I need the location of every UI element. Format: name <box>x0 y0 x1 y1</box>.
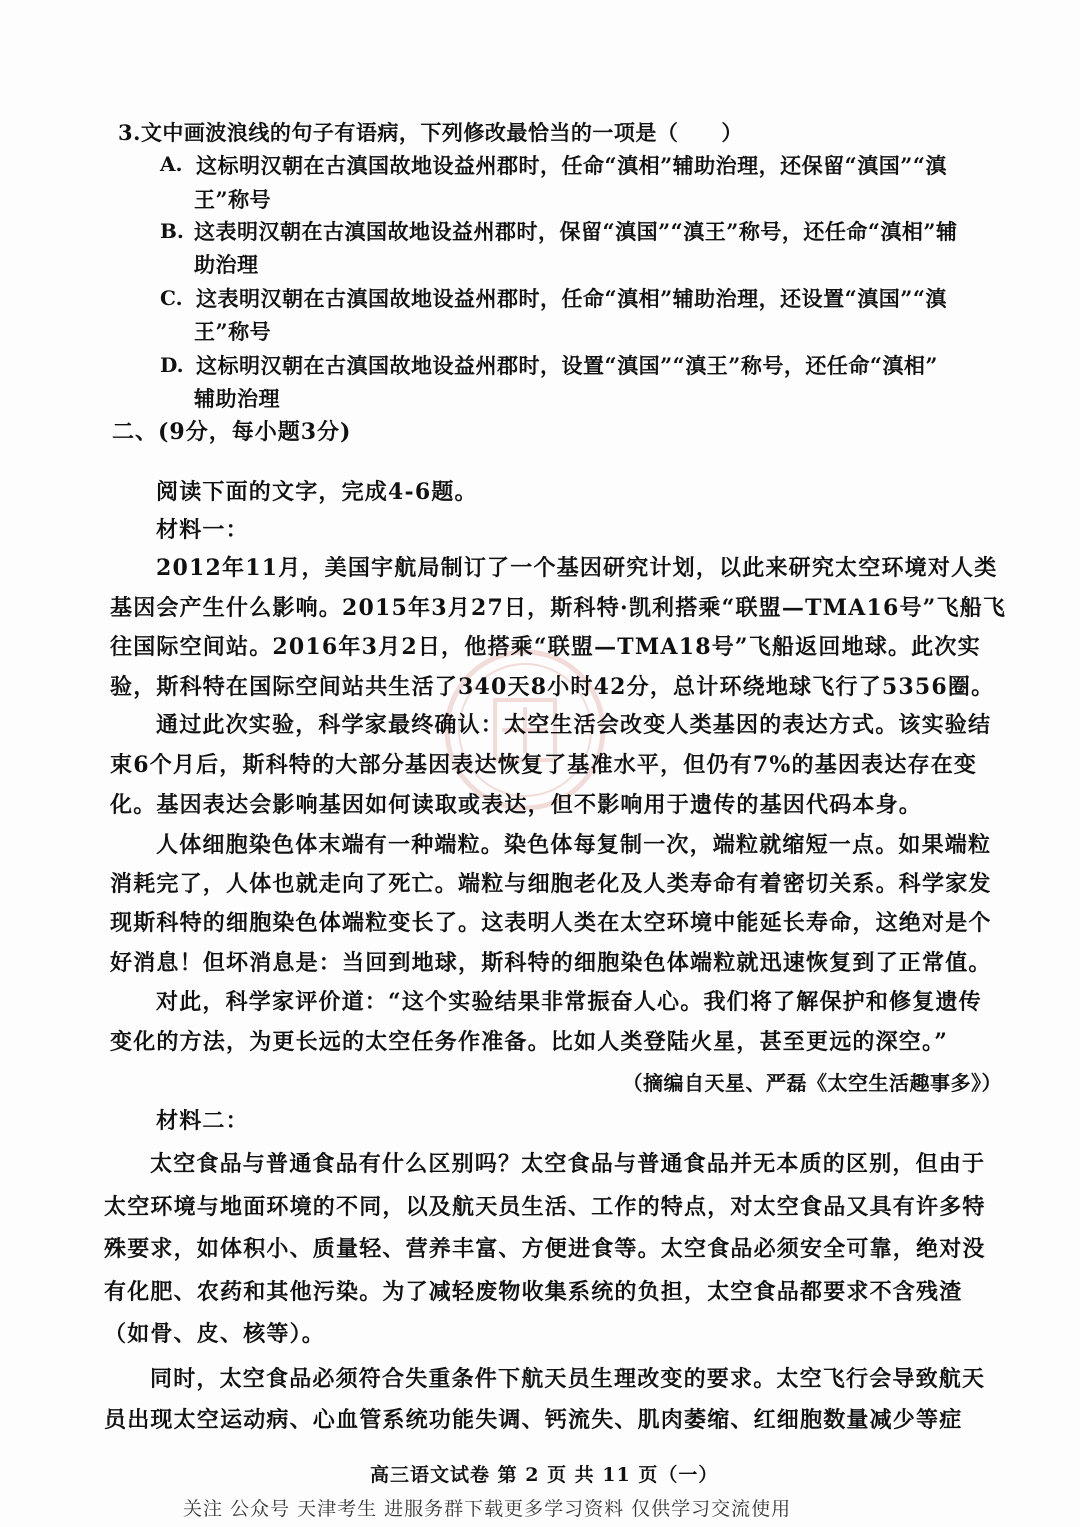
material-1-line: 人体细胞染色体末端有一种端粒。染色体每复制一次，端粒就缩短一点。如果端粒 <box>156 832 992 858</box>
option-d-letter: D. <box>160 353 184 377</box>
material-1-line: 化。基因表达会影响基因如何读取或表达，但不影响用于遗传的基因代码本身。 <box>110 792 923 818</box>
material-2-line: 有化肥、农药和其他污染。为了减轻废物收集系统的负担，太空食品都要求不含残渣 <box>104 1279 963 1305</box>
material-1-line: 通过此次实验，科学家最终确认：太空生活会改变人类基因的表达方式。该实验结 <box>156 712 992 738</box>
option-d-text: 这标明汉朝在古滇国故地设益州郡时，设置“滇国”“滇王”称号，还任命“滇相” <box>196 353 938 378</box>
option-b-text-cont: 助治理 <box>194 252 259 277</box>
option-d-text-cont: 辅助治理 <box>194 386 280 411</box>
material-1-source: （摘编自天星、严磊《太空生活趣事多》） <box>622 1071 1002 1095</box>
material-1-line: 束6个月后，斯科特的大部分基因表达恢复了基准水平，但仍有7%的基因表达存在变 <box>110 752 978 778</box>
section-2-heading: 二、(9分，每小题3分) <box>112 419 352 445</box>
wechat-notice-footer: 关注 公众号 天津考生 进服务群下载更多学习资料 仅供学习交流使用 <box>183 1498 792 1520</box>
option-a-text: 这标明汉朝在古滇国故地设益州郡时，任命“滇相”辅助治理，还保留“滇国”“滇 <box>196 153 947 178</box>
question-3-stem: 3.文中画波浪线的句子有语病，下列修改最恰当的一项是（ ） <box>118 120 743 145</box>
option-c-letter: C. <box>160 286 183 310</box>
option-a-text-cont: 王”称号 <box>194 187 272 212</box>
material-1-line: 对此，科学家评价道：“这个实验结果非常振奋人心。我们将了解保护和修复遗传 <box>156 989 982 1015</box>
material-1-line: 往国际空间站。2016年3月2日，他搭乘“联盟—TMA18号”飞船返回地球。此次实 <box>110 634 981 660</box>
material-1-line: 基因会产生什么影响。2015年3月27日，斯科特·凯利搭乘“联盟—TMA16号”飞船飞 <box>110 595 1007 621</box>
material-1-line: 现斯科特的细胞染色体端粒变长了。这表明人类在太空环境中能延长寿命，这绝对是个 <box>110 910 992 936</box>
option-c-text: 这表明汉朝在古滇国故地设益州郡时，任命“滇相”辅助治理，还设置“滇国”“滇 <box>196 286 947 311</box>
material-2-line: 太空食品与普通食品有什么区别吗？太空食品与普通食品并无本质的区别，但由于 <box>150 1151 986 1177</box>
reading-instruction: 阅读下面的文字，完成4-6题。 <box>156 479 478 505</box>
page-number-footer: 高三语文试卷 第 2 页 共 11 页（一） <box>370 1464 719 1486</box>
option-b-text: 这表明汉朝在古滇国故地设益州郡时，保留“滇国”“滇王”称号，还任命“滇相”辅 <box>194 219 958 244</box>
material-1-label: 材料一： <box>156 517 249 543</box>
material-1-line: 好消息！但坏消息是：当回到地球，斯科特的细胞染色体端粒就迅速恢复到了正常值。 <box>110 950 992 976</box>
material-1-line: 变化的方法，为更长远的太空任务作准备。比如人类登陆火星，甚至更远的深空。” <box>110 1029 949 1055</box>
material-2-line: （如骨、皮、核等）。 <box>104 1321 326 1347</box>
material-2-line: 员出现太空运动病、心血管系统功能失调、钙流失、肌肉萎缩、红细胞数量减少等症 <box>104 1407 963 1433</box>
option-c-text-cont: 王”称号 <box>194 319 272 344</box>
material-1-line: 2012年11月，美国宇航局制订了一个基因研究计划，以此来研究太空环境对人类 <box>156 555 998 581</box>
material-1-line: 消耗完了，人体也就走向了死亡。端粒与细胞老化及人类寿命有着密切关系。科学家发 <box>110 871 992 897</box>
material-2-label: 材料二： <box>156 1108 249 1134</box>
option-a-letter: A. <box>160 152 183 176</box>
material-2-line: 殊要求，如体积小、质量轻、营养丰富、方便进食等。太空食品必须安全可靠，绝对没 <box>104 1236 986 1262</box>
material-2-line: 太空环境与地面环境的不同，以及航天员生活、工作的特点，对太空食品又具有许多特 <box>104 1194 986 1220</box>
option-b-letter: B. <box>160 219 184 243</box>
material-2-line: 同时，太空食品必须符合失重条件下航天员生理改变的要求。太空飞行会导致航天 <box>150 1366 986 1392</box>
material-1-line: 验，斯科特在国际空间站共生活了340天8小时42分，总计环绕地球飞行了5356圈。 <box>110 674 995 700</box>
